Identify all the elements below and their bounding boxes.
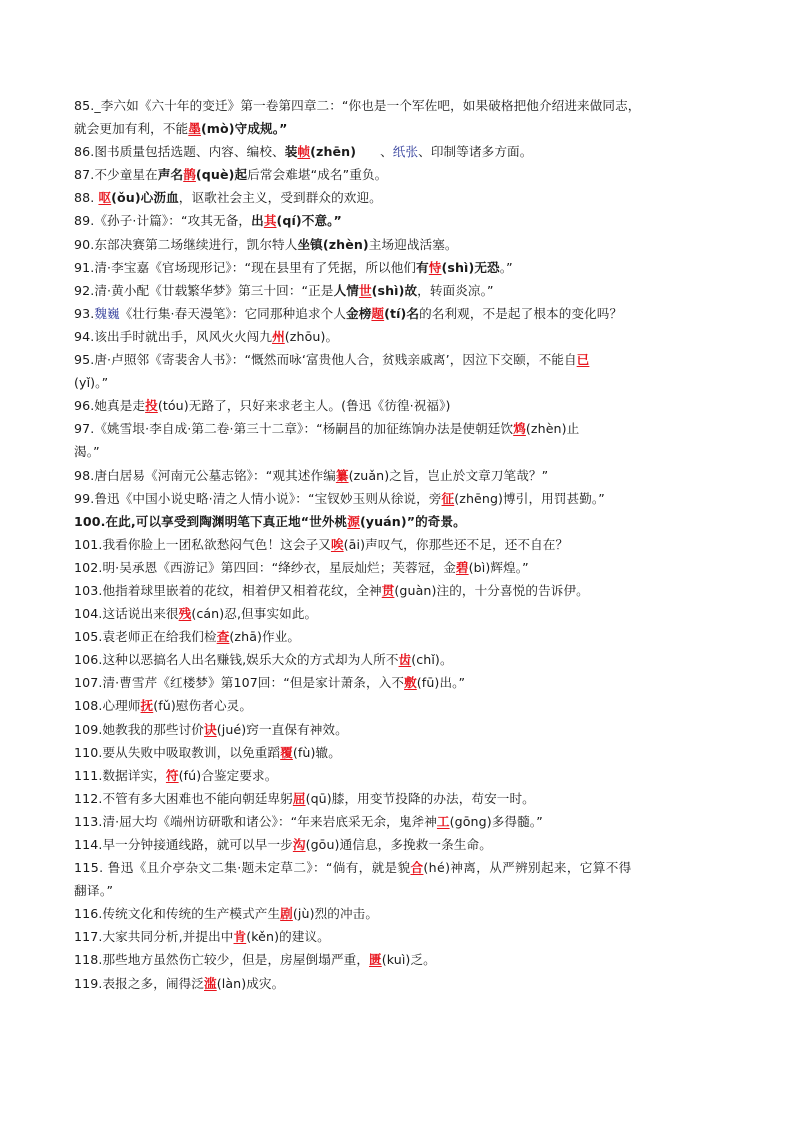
sentence-text: (yǐ)。” <box>74 375 109 391</box>
sentence-text: 鲁迅《且介亭杂文二集·题未定草二》：“倘有，就是貌 <box>103 860 411 876</box>
sentence-text: 《壮行集·春天漫笔》：它同那种追求个人 <box>119 305 347 321</box>
list-item <box>74 556 734 579</box>
sentence-text: 该出手时就出手，风风火火闯九 <box>94 328 273 344</box>
bold-phrase: 在此,可以享受到陶渊明笔下真正地“世外桃 <box>105 513 348 529</box>
item-number: 103. <box>74 582 103 598</box>
sentence-text: (tóu)无路了，只好来求老主人。(鲁迅《彷徨·祝福》) <box>157 398 451 414</box>
item-number: 97. <box>74 421 95 437</box>
sentence-text: (zhōu)。 <box>284 328 339 344</box>
highlighted-character: 呕 <box>98 190 112 206</box>
sentence-text: 。” <box>499 259 513 275</box>
item-number: 94. <box>74 328 95 344</box>
sentence-text: (kuì)乏。 <box>381 952 436 968</box>
item-number: 109. <box>74 721 103 737</box>
sentence-text: 清·黄小配《廿载繁华梦》第三十回：“正是 <box>94 282 334 298</box>
item-number: 117. <box>74 929 103 945</box>
sentence-text: 图书质量包括选题、内容、编校、 <box>94 144 285 160</box>
item-number: 106. <box>74 652 103 668</box>
sentence-text: 那些地方虽然伤亡较少，但是，房屋倒塌严重， <box>102 952 370 968</box>
sentence-text: 大家共同分析,并提出中 <box>102 929 234 945</box>
sentence-text: (jù)烈的冲击。 <box>292 906 379 922</box>
highlighted-character: 帧 <box>297 144 311 160</box>
sentence-text: 就会更加有利，不能 <box>74 121 189 137</box>
list-item-continuation <box>74 879 734 902</box>
list-item <box>74 648 734 671</box>
sentence-text: (chǐ)。 <box>411 652 453 668</box>
sentence-text: (gōng)多得髓。” <box>449 813 543 829</box>
marked-text: 纸张 <box>392 144 419 160</box>
sentence-text: 《孙子·计篇》：“攻其无备， <box>94 213 252 229</box>
sentence-text: 明·吴承恩《西游记》第四回：“绛纱衣，星辰灿烂；芙蓉冠，金 <box>102 559 456 575</box>
sentence-text: 这话说出来很 <box>102 606 179 622</box>
item-number: 107. <box>74 675 103 691</box>
item-number: 100. <box>74 513 106 529</box>
sentence-text: 清·李宝嘉《官场现形记》：“现在县里有了凭据，所以他们 <box>94 259 417 275</box>
list-item <box>74 625 734 648</box>
highlighted-character: 抚 <box>140 698 154 714</box>
list-item <box>74 810 734 833</box>
item-number: 86. <box>74 144 95 160</box>
item-number: 108. <box>74 698 103 714</box>
sentence-text: 唐·卢照邻《寄裴舍人书》：“慨然而咏‘富贵他人合，贫贱亲戚离’，因泣下交颐，不能自 <box>94 352 577 368</box>
bold-phrase: (qí)不意。” <box>276 213 342 229</box>
sentence-text: 表报之多，闹得泛 <box>102 975 205 991</box>
sentence-text: 清·曹雪芹《红楼梦》第107回：“但是家计萧条，入不 <box>102 675 405 691</box>
sentence-text: 她真是走 <box>94 398 146 414</box>
highlighted-character: 恃 <box>428 259 442 275</box>
item-number: 102. <box>74 559 103 575</box>
sentence-text: 早一分钟接通线路，就可以早一步 <box>102 837 293 852</box>
sentence-text: (āi)声叹气，你那些还不足，还不自在？ <box>343 536 569 552</box>
bold-phrase: 人情 <box>333 282 359 298</box>
list-item <box>74 741 734 764</box>
sentence-text: ，讴歌社会主义，受到群众的欢迎。 <box>178 190 382 206</box>
list-item <box>74 718 734 741</box>
bold-phrase: (tí)名 <box>384 305 420 321</box>
sentence-text: (jué)窍一直保有神效。 <box>216 721 348 737</box>
highlighted-character: 鹊 <box>183 167 196 183</box>
highlighted-character: 题 <box>371 305 385 321</box>
sentence-text: 东部决赛第二场继续进行，凯尔特人 <box>94 236 298 252</box>
list-item <box>74 533 734 556</box>
highlighted-character: 征 <box>441 490 455 506</box>
highlighted-character: 沟 <box>292 837 306 852</box>
sentence-text: (zuǎn)之旨，岂止於文章刀笔哉？” <box>348 467 549 483</box>
bold-phrase: (ǒu)心沥血 <box>111 190 179 206</box>
bold-phrase: (què)起 <box>195 167 248 183</box>
item-number: 110. <box>74 744 103 760</box>
item-number: 88. <box>74 190 95 206</box>
list-item-continuation <box>74 117 734 140</box>
item-number: 104. <box>74 606 103 622</box>
sentence-text: 数据详实， <box>102 767 166 783</box>
bold-phrase: (mò)守成规。” <box>200 121 288 137</box>
list-item <box>74 972 734 995</box>
highlighted-character: 贯 <box>381 582 395 598</box>
list-item <box>74 233 734 256</box>
item-number: 93. <box>74 305 95 321</box>
item-number: 118. <box>74 952 103 968</box>
sentence-text: 我看你脸上一团私欲愁闷气色！这会子又 <box>102 536 331 552</box>
highlighted-character: 滥 <box>204 975 217 991</box>
highlighted-character: 投 <box>145 398 158 414</box>
bold-phrase: (shì)故 <box>371 282 418 298</box>
sentence-text: (qū)膝，用变节投降的办法，苟安一时。 <box>305 790 535 806</box>
sentence-text: ，转面炎凉。” <box>417 282 494 298</box>
highlighted-character: 纂 <box>335 467 349 483</box>
item-number: 99. <box>74 490 95 506</box>
sentence-text: (guàn)注的，十分喜悦的告诉伊。 <box>394 582 589 598</box>
item-number: 119. <box>74 975 103 991</box>
item-number: 92. <box>74 282 95 298</box>
sentence-text: 他指着球里嵌着的花纹，相着伊又相着花纹，全神 <box>102 582 382 598</box>
item-number: 113. <box>74 813 103 829</box>
list-item <box>74 787 734 810</box>
sentence-text: 要从失败中吸取教训，以免重蹈 <box>102 744 281 760</box>
sentence-text: 后常会难堪“成名”重负。 <box>247 167 388 183</box>
sentence-text: (fù)辙。 <box>292 744 341 760</box>
item-number: 89. <box>74 213 95 229</box>
sentence-text: 心理师 <box>102 698 141 714</box>
sentence-text: 渴。” <box>74 444 100 460</box>
sentence-text: 这种以恶搞名人出名赚钱,娱乐大众的方式却为人所不 <box>102 652 399 668</box>
bold-phrase: 坐镇(zhèn) <box>297 236 369 252</box>
highlighted-character: 鸩 <box>513 421 526 437</box>
list-item <box>74 279 734 302</box>
sentence-text: (gōu)通信息，多挽救一条生命。 <box>305 837 492 852</box>
sentence-text: 不管有多大困难也不能向朝廷卑躬 <box>102 790 293 806</box>
sentence-text: 她教我的那些讨价 <box>102 721 205 737</box>
highlighted-character: 剧 <box>280 906 293 922</box>
list-item <box>74 902 734 925</box>
sentence-text: (zhèn)止 <box>525 421 580 437</box>
highlighted-character: 墨 <box>188 121 201 137</box>
sentence-text: 翻译。” <box>74 883 114 899</box>
list-item <box>74 833 734 856</box>
list-item <box>74 140 734 163</box>
list-item <box>74 417 734 440</box>
highlighted-character: 合 <box>410 860 424 876</box>
item-number: 101. <box>74 536 103 552</box>
highlighted-character: 工 <box>436 813 450 829</box>
bold-phrase: 有 <box>416 259 429 275</box>
item-number: 87. <box>74 167 95 183</box>
sentence-text: (fú)合鉴定要求。 <box>178 767 278 783</box>
sentence-text: (cán)忍,但事实如此。 <box>191 606 318 622</box>
sentence-text: 、 <box>380 144 393 160</box>
bold-phrase: 金榜 <box>346 305 372 321</box>
list-item-continuation <box>74 440 734 463</box>
item-number: 105. <box>74 629 103 645</box>
highlighted-character: 州 <box>272 328 285 344</box>
highlighted-character: 覆 <box>280 744 293 760</box>
item-number: 112. <box>74 790 103 806</box>
sentence-text: 的名利观，不是起了根本的变化吗？ <box>419 305 623 321</box>
sentence-text: (bì)辉煌。” <box>468 559 529 575</box>
list-item <box>74 464 734 487</box>
highlighted-character: 残 <box>178 606 192 622</box>
item-number: 115. <box>74 860 104 876</box>
sentence-text: 传统文化和传统的生产模式产生 <box>102 906 281 922</box>
item-number: 95. <box>74 352 95 368</box>
marked-text: 魏巍 <box>94 305 120 321</box>
highlighted-character: 诀 <box>204 721 217 737</box>
sentence-text: (zhā)作业。 <box>229 629 301 645</box>
list-item <box>74 325 734 348</box>
sentence-text: (kěn)的建议。 <box>246 929 330 945</box>
highlighted-character: 敷 <box>404 675 417 691</box>
list-item <box>74 510 734 533</box>
list-item <box>74 209 734 232</box>
list-item <box>74 579 734 602</box>
item-number: 85. <box>74 98 95 113</box>
list-item <box>74 163 734 186</box>
sentence-text: 鲁迅《中国小说史略·清之人情小说》：“宝钗妙玉则从徐说，旁 <box>94 490 442 506</box>
item-number: 96. <box>74 398 95 414</box>
bold-phrase: 声名 <box>157 167 184 183</box>
list-item <box>74 348 734 371</box>
sentence-text: 袁老师正在给我们检 <box>102 629 217 645</box>
highlighted-character: 屈 <box>292 790 306 806</box>
list-item <box>74 602 734 625</box>
highlighted-character: 齿 <box>398 652 412 668</box>
list-item <box>74 487 734 510</box>
list-item <box>74 856 734 879</box>
list-item <box>74 764 734 787</box>
list-item <box>74 256 734 279</box>
sentence-text: (zhēng)博引，用罚甚勤。” <box>454 490 605 506</box>
highlighted-character: 其 <box>263 213 277 229</box>
item-number: 98. <box>74 467 95 483</box>
highlighted-character: 查 <box>216 629 230 645</box>
sentence-text: 《姚雪垠·李自成·第二卷·第三十二章》：“杨嗣昌的加征练饷办法是使朝廷饮 <box>94 421 514 437</box>
list-item <box>74 394 734 417</box>
list-item-continuation <box>74 371 734 394</box>
list-item <box>74 925 734 948</box>
list-item <box>74 186 734 209</box>
list-item <box>74 302 734 325</box>
highlighted-character: 碧 <box>455 559 469 575</box>
list-item <box>74 694 734 717</box>
highlighted-character: 匮 <box>369 952 382 968</box>
list-item <box>74 94 734 117</box>
item-number: 111. <box>74 767 103 783</box>
sentence-text: (hé)神离，从严辨别起来，它算不得 <box>423 860 632 876</box>
item-number: 114. <box>74 837 103 852</box>
sentence-text: (làn)成灾。 <box>216 975 285 991</box>
bold-phrase: 装 <box>284 144 298 160</box>
highlighted-character: 肯 <box>233 929 247 945</box>
sentence-text: 、印制等诸多方面。 <box>418 144 533 160</box>
sentence-text: 唐白居易《河南元公墓志铭》：“观其述作编 <box>94 467 336 483</box>
sentence-text: (fū)出。” <box>416 675 466 691</box>
highlighted-character: 已 <box>576 352 590 368</box>
list-item <box>74 948 734 971</box>
sentence-text: 不少童星在 <box>94 167 158 183</box>
highlighted-character: 唉 <box>330 536 344 552</box>
highlighted-character: 世 <box>358 282 372 298</box>
bold-phrase: (shì)无恐 <box>441 259 500 275</box>
sentence-text: 清·屈大均《端州访研歌和诸公》：“年来岩底采无余，鬼斧神 <box>102 813 437 829</box>
bold-phrase: 出 <box>251 213 264 229</box>
pinyin-exercise-list <box>74 94 734 995</box>
item-number: 116. <box>74 906 103 922</box>
sentence-text: _李六如《六十年的变迁》第一卷第四章二：“你也是一个军佐吧，如果破格把他介绍进来做同志， <box>94 98 641 113</box>
highlighted-character: 源 <box>347 513 360 529</box>
item-number: 90. <box>74 236 95 252</box>
bold-phrase: (yuán)”的奇景。 <box>359 513 466 529</box>
highlighted-character: 符 <box>165 767 179 783</box>
item-number: 91. <box>74 259 95 275</box>
sentence-text: 主场迎战活塞。 <box>368 236 458 252</box>
sentence-text: (fǔ)慰伤者心灵。 <box>153 698 253 714</box>
bold-phrase: (zhēn) <box>310 144 357 160</box>
list-item <box>74 671 734 694</box>
